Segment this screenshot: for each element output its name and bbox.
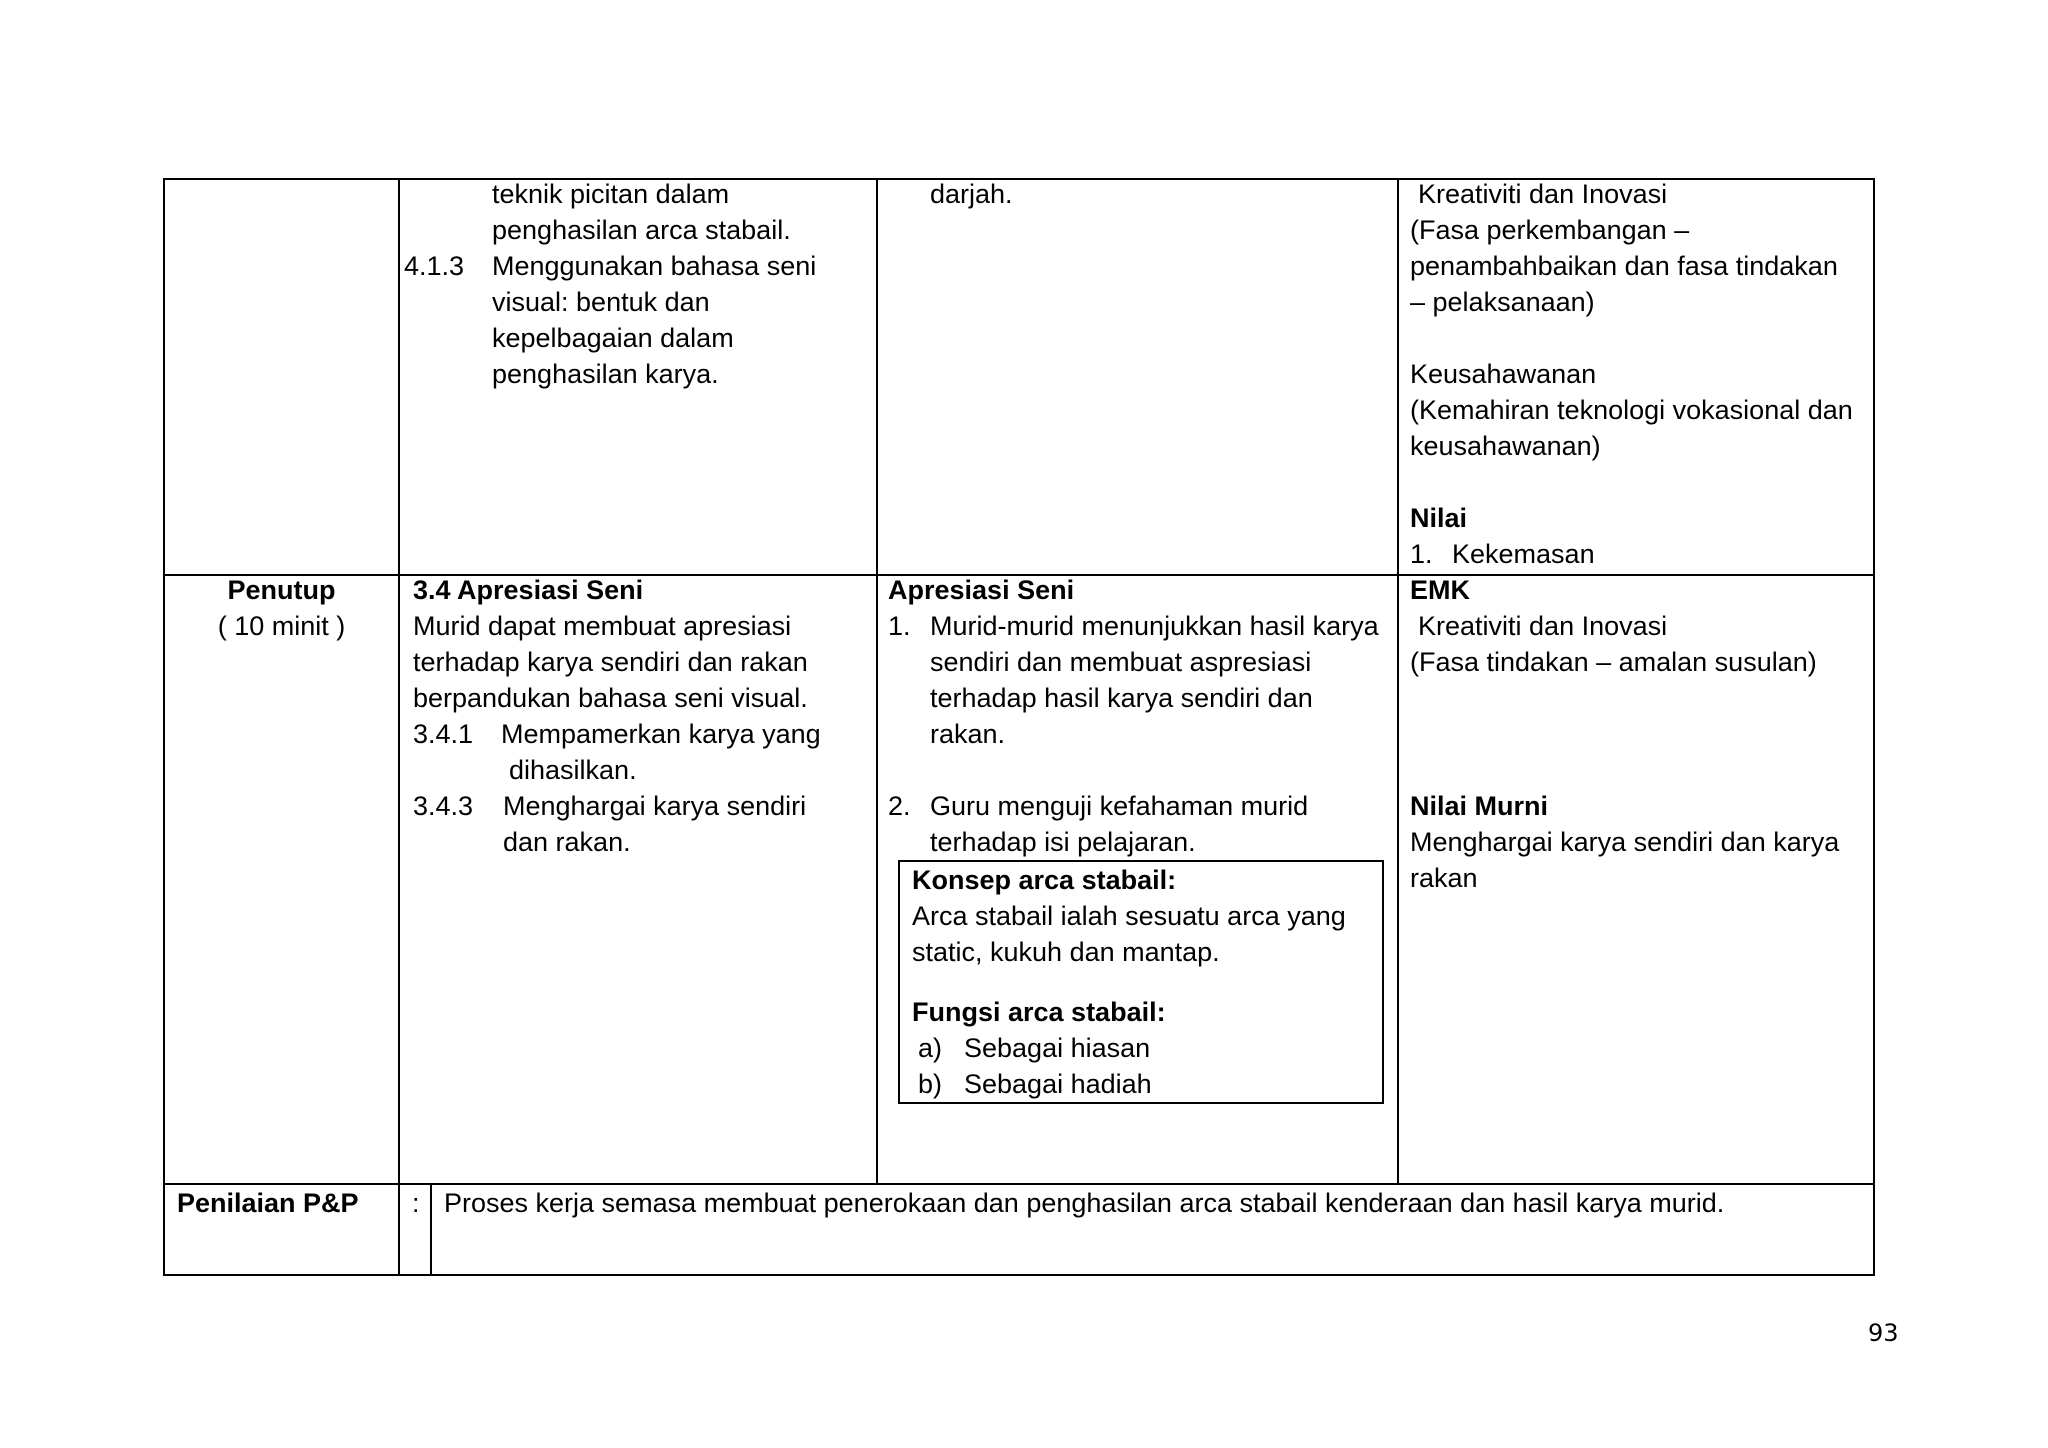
stage-duration: ( 10 minit ) [217, 611, 346, 641]
concept-text: static, kukuh dan mantap. [912, 937, 1220, 967]
column-divider-3 [1397, 178, 1399, 1184]
sub-objective-continued: dihasilkan. [509, 755, 637, 785]
penilaian-label: Penilaian P&P [177, 1188, 359, 1218]
nilai-heading: Nilai [1410, 503, 1468, 533]
penutup-activities-cell [888, 572, 1393, 860]
function-item [912, 1066, 1382, 1102]
activity-line: darjah. [930, 179, 1013, 209]
objective-text: Menggunakan bahasa seni [492, 251, 817, 281]
top-row-activities-cell [930, 176, 1390, 212]
sub-objective [413, 788, 873, 824]
concept-heading: Konsep arca stabail: [912, 865, 1177, 895]
activity-item [888, 788, 1393, 824]
emk-line: keusahawanan) [1410, 431, 1601, 461]
stage-title: Penutup [227, 575, 336, 605]
top-row-emk-cell [1410, 176, 1870, 572]
sub-objective-continued: dan rakan. [503, 827, 631, 857]
nilai-item [1410, 536, 1870, 572]
activity-number: 2. [888, 791, 911, 821]
penutup-objectives-cell [413, 572, 873, 860]
nilai-murni-line: Menghargai karya sendiri dan karya [1410, 827, 1840, 857]
activity-heading: Apresiasi Seni [888, 575, 1075, 605]
emk-line: (Fasa perkembangan – [1410, 215, 1690, 245]
objective-heading: 3.4 Apresiasi Seni [413, 575, 644, 605]
activity-continued: terhadap isi pelajaran. [930, 827, 1196, 857]
column-divider-2 [876, 178, 878, 1184]
page-number: 93 [1868, 1319, 1899, 1347]
objective-number: 4.1.3 [404, 251, 465, 281]
concept-box [898, 860, 1384, 1104]
penutup-stage-cell [165, 572, 398, 644]
function-text: Sebagai hadiah [964, 1069, 1152, 1099]
activity-item [888, 608, 1393, 644]
emk-line: Keusahawanan [1410, 359, 1597, 389]
function-label: b) [918, 1069, 943, 1099]
function-heading: Fungsi arca stabail: [912, 997, 1166, 1027]
function-label: a) [918, 1033, 943, 1063]
objective-line: Murid dapat membuat apresiasi [413, 611, 792, 641]
activity-continued: rakan. [930, 719, 1006, 749]
objective-line: teknik picitan dalam [492, 179, 730, 209]
top-row-objectives-cell [404, 176, 874, 392]
emk-line: Kreativiti dan Inovasi [1418, 611, 1668, 641]
activity-text: Murid-murid menunjukkan hasil karya [930, 611, 1379, 641]
emk-line: Kreativiti dan Inovasi [1418, 179, 1668, 209]
emk-line: (Kemahiran teknologi vokasional dan [1410, 395, 1853, 425]
nilai-item-number: 1. [1410, 539, 1433, 569]
objective-line: penghasilan arca stabail. [492, 215, 791, 245]
activity-continued: terhadap hasil karya sendiri dan [930, 683, 1313, 713]
function-item [912, 1030, 1382, 1066]
activity-text: Guru menguji kefahaman murid [930, 791, 1309, 821]
colon-divider [430, 1184, 432, 1276]
sub-objective-text: Menghargai karya sendiri [503, 791, 807, 821]
function-text: Sebagai hiasan [964, 1033, 1151, 1063]
objective-line [404, 248, 874, 284]
emk-line: (Fasa tindakan – amalan susulan) [1410, 647, 1817, 677]
objective-line: penghasilan karya. [492, 359, 719, 389]
objective-line: kepelbagaian dalam [492, 323, 734, 353]
objective-line: visual: bentuk dan [492, 287, 710, 317]
emk-heading: EMK [1410, 575, 1470, 605]
penilaian-text: Proses kerja semasa membuat penerokaan dan penghasilan arca stabail kenderaan dan hasil karya murid. [444, 1188, 1725, 1218]
nilai-murni-line: rakan [1410, 863, 1478, 893]
sub-objective-number: 3.4.3 [413, 791, 474, 821]
penutup-emk-cell [1410, 572, 1870, 896]
emk-line: penambahbaikan dan fasa tindakan [1410, 251, 1838, 281]
penilaian-colon: : [412, 1188, 420, 1218]
nilai-murni-heading: Nilai Murni [1410, 791, 1549, 821]
activity-number: 1. [888, 611, 911, 641]
sub-objective-text: Mempamerkan karya yang [501, 719, 821, 749]
column-divider-1 [398, 178, 400, 1276]
concept-text: Arca stabail ialah sesuatu arca yang [912, 901, 1346, 931]
objective-line: berpandukan bahasa seni visual. [413, 683, 808, 713]
sub-objective [413, 716, 873, 752]
sub-objective-number: 3.4.1 [413, 719, 474, 749]
nilai-item-text: Kekemasan [1452, 539, 1595, 569]
objective-line: terhadap karya sendiri dan rakan [413, 647, 808, 677]
emk-line: – pelaksanaan) [1410, 287, 1595, 317]
activity-continued: sendiri dan membuat aspresiasi [930, 647, 1312, 677]
